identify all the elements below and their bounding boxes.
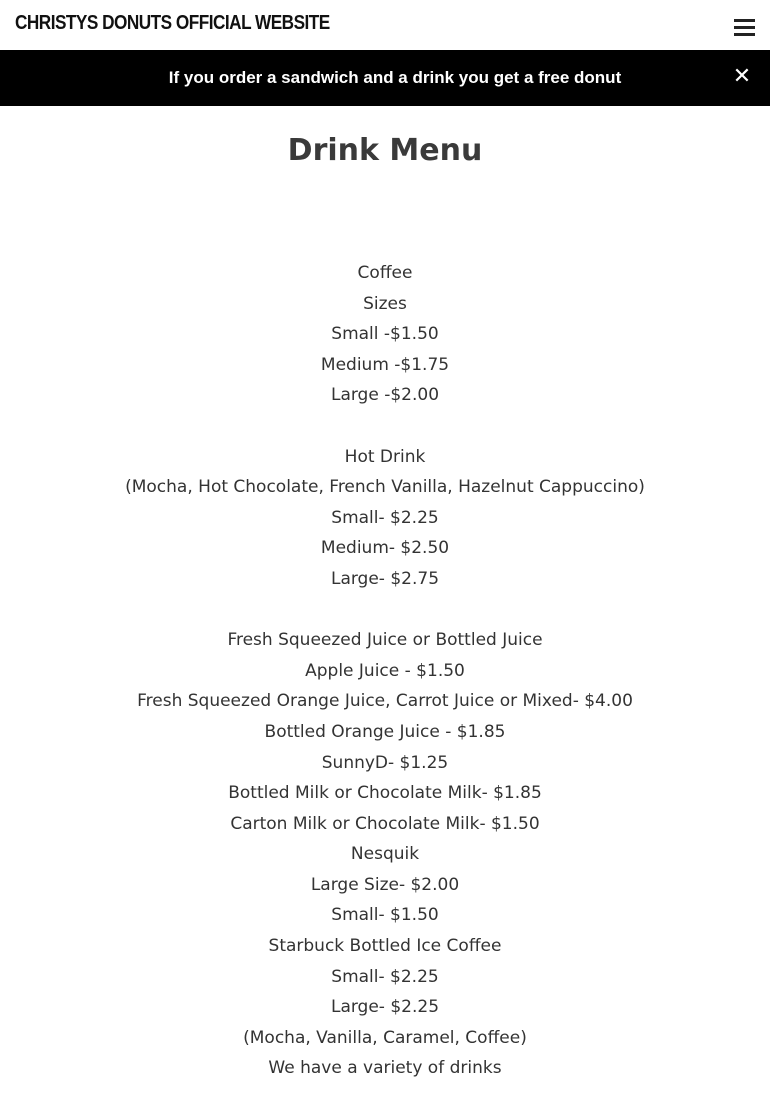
- menu-line: Medium- $2.50: [320, 538, 450, 559]
- menu-line: (Mocha, Vanilla, Caramel, Coffee): [243, 1027, 527, 1048]
- menu-line: SunnyD- $1.25: [321, 752, 449, 773]
- menu-line: Starbuck Bottled Ice Coffee: [268, 936, 502, 957]
- menu-line: Medium -$1.75: [320, 354, 450, 375]
- menu-line: Large- $2.75: [330, 568, 440, 589]
- site-title[interactable]: CHRISTYS DONUTS OFFICIAL WEBSITE: [15, 12, 330, 34]
- menu-line: (Mocha, Hot Chocolate, French Vanilla, Hazelnut Cappuccino): [125, 477, 645, 498]
- menu-line: Large- $2.25: [330, 997, 440, 1018]
- menu-line: Small- $2.25: [331, 966, 439, 987]
- menu-line: Fresh Squeezed Orange Juice, Carrot Juice or Mixed- $4.00: [137, 691, 633, 712]
- menu-line: Large Size- $2.00: [310, 874, 460, 895]
- menu-line: Small- $2.25: [331, 507, 439, 528]
- menu-line: Carton Milk or Chocolate Milk- $1.50: [230, 813, 540, 834]
- menu-line: Sizes: [363, 293, 407, 314]
- menu-spacer: [0, 595, 770, 626]
- menu-line: We have a variety of drinks: [268, 1058, 502, 1079]
- menu-line: Apple Juice - $1.50: [305, 660, 465, 681]
- hamburger-menu-icon[interactable]: [734, 19, 755, 36]
- promo-banner: [0, 50, 770, 106]
- menu-line: Fresh Squeezed Juice or Bottled Juice: [227, 630, 543, 651]
- menu-line: Hot Drink: [344, 446, 426, 467]
- menu-line: Bottled Milk or Chocolate Milk- $1.85: [228, 783, 542, 804]
- menu-spacer: [0, 411, 770, 442]
- menu-line: Small -$1.50: [331, 324, 439, 345]
- page-title: Drink Menu: [287, 133, 483, 168]
- close-icon[interactable]: ✕: [732, 64, 752, 89]
- menu-line: Large -$2.00: [330, 385, 440, 406]
- menu-line: Small- $1.50: [331, 905, 439, 926]
- drink-menu-list: [0, 258, 770, 1084]
- menu-line: Bottled Orange Juice - $1.85: [264, 721, 506, 742]
- menu-line: Coffee: [357, 263, 413, 283]
- menu-line: Nesquik: [350, 844, 420, 865]
- promo-banner-text: If you order a sandwich and a drink you get a free donut: [168, 68, 622, 87]
- site-header: [0, 0, 770, 50]
